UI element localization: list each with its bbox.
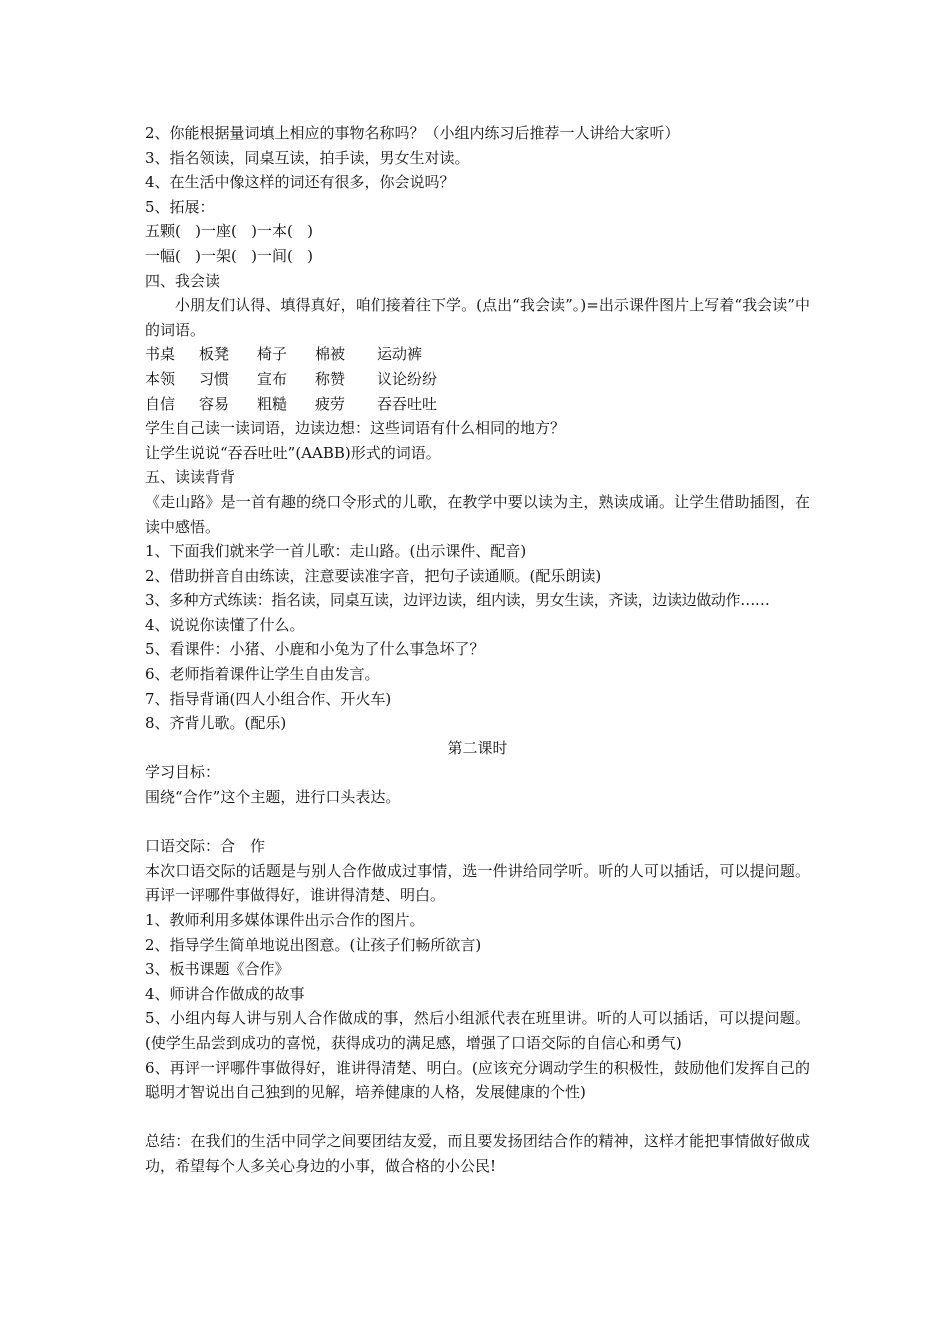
word-item: 称赞: [315, 369, 346, 388]
word-item: 棉被: [315, 345, 346, 364]
line-fill-blank-2: [145, 244, 810, 269]
section-heading-recite: 五、读读背背: [145, 468, 236, 487]
line-extension-label: 5、拓展：: [145, 197, 215, 216]
word-item: 本领: [145, 369, 176, 388]
word-item: 自信: [145, 394, 176, 413]
lesson-title: 第二课时: [447, 738, 508, 757]
line-life-words: 4、在生活中像这样的词还有很多，你会说吗？: [145, 173, 455, 192]
talk-step: 1、教师利用多媒体课件出示合作的图片。: [145, 911, 425, 929]
line-quantifier-question: 2、你能根据量词填上相应的事物名称吗？（小组内练习后推荐一人讲给大家听）: [145, 124, 680, 142]
line-reading-modes: 3、指名领读，同桌互读，拍手读，男女生对读。: [145, 148, 470, 167]
word-row-2: [145, 367, 810, 392]
recite-step: 3、多种方式练读：指名读，同桌互读，边评边读，组内读，男女生读，齐读，边读边做动作……: [145, 591, 770, 610]
goal-text: 围绕“合作”这个主题，进行口头表达。: [145, 788, 401, 807]
word-item: 习惯: [199, 369, 230, 388]
recite-step: 6、老师指着课件让学生自由发言。: [145, 665, 380, 684]
recite-step: 7、指导背诵(四人小组合作、开火车): [145, 689, 392, 708]
recite-step: 2、借助拼音自由练读，注意要读准字音，把句子读通顺。(配乐朗读): [145, 566, 602, 585]
goal-label: 学习目标：: [145, 763, 221, 782]
blank-line: [145, 810, 810, 835]
topic-heading: 口语交际：合 作: [145, 837, 266, 856]
recite-step: 5、看课件：小猪、小鹿和小兔为了什么事急坏了？: [145, 640, 485, 659]
word-item: 议论纷纷: [377, 369, 438, 388]
section-heading-read: 四、我会读: [145, 271, 221, 290]
talk-step: 5、小组内每人讲与别人合作做成的事，然后小组派代表在班里讲。听的人可以插话，可以提问题。(使学生品尝到成功的喜悦，获得成功的满足感，增强了口语交际的自信心和勇气): [145, 1009, 810, 1052]
word-item: 板凳: [199, 345, 230, 364]
line-aabb-words: 让学生说说“吞吞吐吐”(AABB)形式的词语。: [145, 443, 441, 462]
talk-step: 3、板书课题《合作》: [145, 960, 290, 979]
talk-step: 2、指导学生简单地说出图意。(让孩子们畅所欲言): [145, 935, 482, 954]
word-item: 疲劳: [315, 394, 346, 413]
word-item: 宣布: [257, 369, 288, 388]
word-row-1: [145, 342, 810, 367]
word-item: 书桌: [145, 345, 176, 364]
word-item: 容易: [199, 394, 230, 413]
fill-blank-2-text: 一幅( )一架( )一间( ): [145, 246, 314, 265]
paragraph-topic-intro: 本次口语交际的话题是与别人合作做成过事情，选一件讲给同学听。听的人可以插话，可以提问题。再评一评哪件事做得好，谁讲得清楚、明白。: [145, 861, 810, 905]
paragraph-read-intro: 小朋友们认得、填得真好，咱们接着往下学。(点出“我会读”。)=出示课件图片上写着“我会读”中的词语。: [145, 296, 810, 339]
word-item: 椅子: [257, 345, 288, 364]
recite-step: 8、齐背儿歌。(配乐): [145, 714, 287, 733]
fill-blank-1-text: 五颗( )一座( )一本( ): [145, 222, 314, 241]
paragraph-recite-intro: 《走山路》是一首有趣的绕口令形式的儿歌，在教学中要以读为主，熟读成诵。让学生借助插图，在读中感悟。: [145, 492, 810, 536]
line-fill-blank-1: [145, 219, 810, 244]
blank-line: [145, 1105, 810, 1130]
word-item: 吞吞吐吐: [377, 394, 438, 413]
word-item: 运动裤: [377, 345, 423, 364]
word-item: 粗糙: [257, 394, 288, 413]
summary-paragraph: 总结：在我们的生活中同学之间要团结友爱，而且要发扬团结合作的精神，这样才能把事情做好做成功，希望每个人多关心身边的小事，做合格的小公民!: [145, 1132, 810, 1175]
line-think-words: 学生自己读一读词语，边读边想：这些词语有什么相同的地方？: [145, 419, 566, 438]
talk-step: 4、师讲合作做成的故事: [145, 984, 305, 1003]
document-page: [145, 121, 810, 1179]
word-row-3: [145, 392, 810, 417]
recite-step: 1、下面我们就来学一首儿歌：走山路。(出示课件、配音): [145, 542, 527, 561]
recite-step: 4、说说你读懂了什么。: [145, 615, 305, 634]
talk-step: 6、再评一评哪件事做得好，谁讲得清楚、明白。(应该充分调动学生的积极性，鼓励他们发挥自己的聪明才智说出自己独到的见解，培养健康的人格，发展健康的个性): [145, 1058, 810, 1102]
